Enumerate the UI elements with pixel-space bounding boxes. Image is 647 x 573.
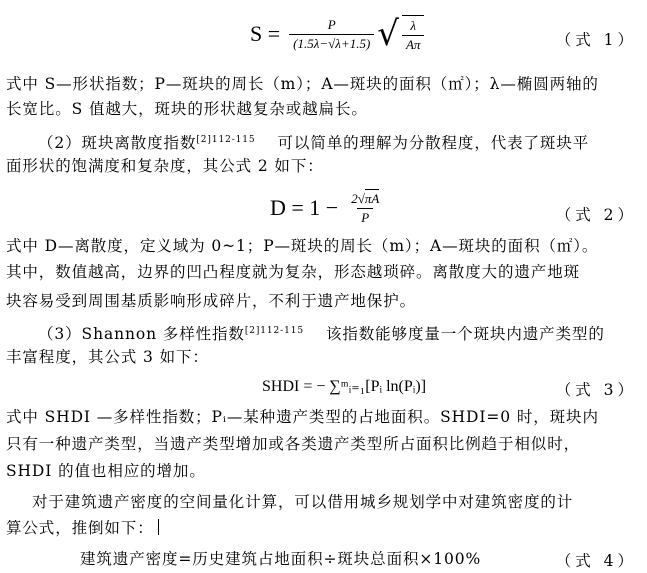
p3-line-2: 其中，数值越高，边界的凹凸程度就为复杂，形态越琐碎。离散度大的遗产地斑 bbox=[6, 263, 581, 281]
heading-3-tail: 该指数能够度量一个斑块内遗产类型的 bbox=[325, 325, 605, 344]
p5-line-2: 只有一种遗产类型，当遗产类型增加或各类遗产类型所占面积比例趋于相似时， bbox=[6, 435, 581, 453]
eq2-tag: （式 2） bbox=[555, 206, 637, 224]
equation-3 bbox=[262, 376, 426, 396]
eq1-root-den: Aπ bbox=[402, 35, 424, 53]
eq2-num-a: 2√ bbox=[351, 190, 365, 206]
heading-3-cite: [2]112-115 bbox=[244, 326, 304, 336]
p1-line-2: 长宽比。S 值越大，斑块的形状越复杂或越扁长。 bbox=[6, 100, 368, 118]
p4-line-1: 丰富程度，其公式 3 如下： bbox=[6, 348, 209, 366]
eq1-fraction bbox=[289, 17, 374, 52]
p6-line-2 bbox=[6, 518, 641, 538]
eq3-text: SHDI = − ∑ᵐᵢ₌₁[Pᵢ ln(Pᵢ)] bbox=[262, 378, 427, 395]
equation-2 bbox=[270, 186, 386, 230]
eq1-den-a: (1.5λ−√ bbox=[293, 35, 336, 51]
eq2-fraction bbox=[347, 191, 383, 226]
eq1-den-c: +1.5) bbox=[340, 35, 371, 51]
eq1-root-num: λ bbox=[410, 18, 416, 33]
eq1-denominator bbox=[289, 34, 374, 52]
eq2-lhs: D = 1 − bbox=[270, 195, 339, 220]
p3-line-3: 块容易受到周围基质影响形成碎片，不利于遗产地保护。 bbox=[6, 292, 417, 310]
equation-1 bbox=[250, 12, 427, 56]
eq4-tag: （式 4） bbox=[555, 552, 637, 570]
equation-4: 建筑遗产密度=历史建筑占地面积÷斑块总面积×100% bbox=[80, 550, 482, 568]
heading-2-cite: [2]112-115 bbox=[196, 135, 256, 145]
heading-2-tail: 可以简单的理解为分散程度，代表了斑块平 bbox=[277, 134, 590, 153]
eq2-numerator bbox=[347, 191, 383, 208]
p6-line-1: 对于建筑遗产密度的空间量化计算，可以借用城乡规划学中对建筑密度的计 bbox=[32, 493, 574, 511]
sqrt-symbol: √ bbox=[377, 14, 399, 54]
eq1-den-b: λ bbox=[335, 35, 341, 51]
eq1-lhs: S = bbox=[250, 21, 281, 46]
eq1-numerator: P bbox=[327, 16, 336, 32]
eq2-num-b: πA bbox=[364, 190, 380, 206]
p5-line-1: 式中 SHDI —多样性指数；Pᵢ—某种遗产类型的占地面积。SHDI=0 时，斑块内 bbox=[6, 408, 599, 426]
p2-line-1: 面形状的饱满度和复杂度，其公式 2 如下： bbox=[6, 157, 324, 175]
text-cursor bbox=[158, 519, 159, 535]
eq3-tag: （式 3） bbox=[555, 381, 637, 399]
eq1-root-fraction bbox=[402, 15, 424, 53]
p3-line-1: 式中 D—离散度，定义域为 0~1；P—斑块的周长（m）；A—斑块的面积（㎡）。 bbox=[6, 237, 599, 255]
p6-line-2-text: 算公式，推倒如下： bbox=[6, 519, 154, 537]
heading-2 bbox=[38, 130, 641, 153]
p5-line-3: SHDI 的值也相应的增加。 bbox=[6, 462, 206, 480]
p1-line-1: 式中 S—形状指数；P—斑块的周长（m）；A—斑块的面积（㎡）；λ—椭圆两轴的 bbox=[6, 75, 599, 93]
eq2-denominator: P bbox=[357, 208, 373, 226]
heading-3-text: （3）Shannon 多样性指数 bbox=[38, 325, 245, 344]
heading-3 bbox=[38, 321, 641, 344]
heading-2-text: （2）斑块离散度指数 bbox=[38, 134, 197, 153]
eq1-tag: （式 1） bbox=[555, 31, 637, 49]
